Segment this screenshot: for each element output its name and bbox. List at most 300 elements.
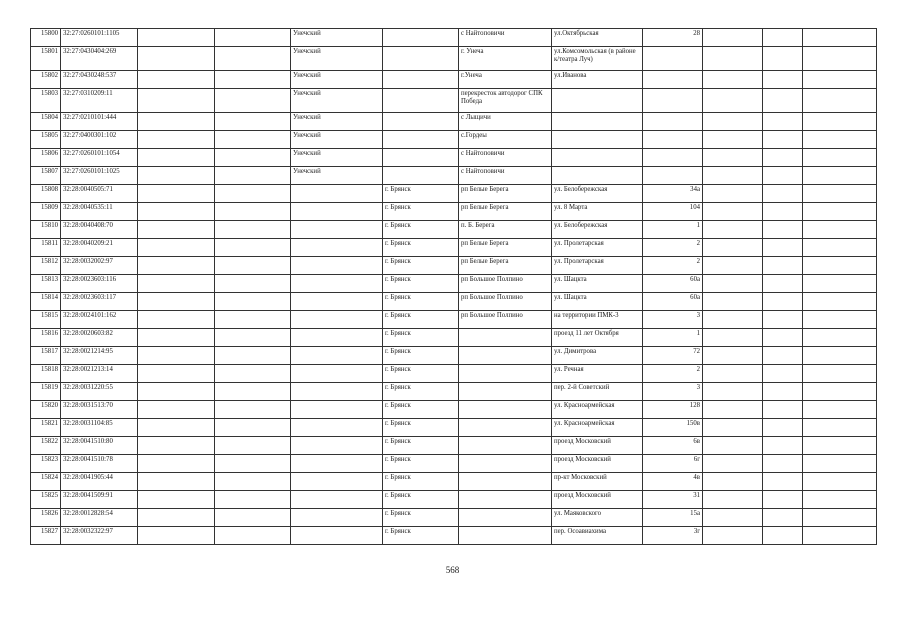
house-number-cell: 1 — [643, 221, 703, 239]
empty-cell — [803, 473, 877, 491]
city-cell: г. Брянск — [383, 365, 459, 383]
street-cell: проезд 11 лет Октября — [552, 329, 643, 347]
street-cell — [552, 131, 643, 149]
empty-cell — [763, 29, 803, 47]
house-number-cell: 104 — [643, 203, 703, 221]
empty-cell — [803, 491, 877, 509]
locality-cell — [459, 419, 552, 437]
empty-cell — [803, 71, 877, 89]
street-cell: ул. Маяковского — [552, 509, 643, 527]
empty-cell — [763, 257, 803, 275]
empty-cell — [803, 383, 877, 401]
district-cell — [291, 509, 383, 527]
empty-cell — [215, 419, 291, 437]
empty-cell — [803, 437, 877, 455]
cadastral-number-cell: 32:28:0021214:95 — [61, 347, 138, 365]
empty-cell — [215, 71, 291, 89]
city-cell: г. Брянск — [383, 419, 459, 437]
empty-cell — [138, 113, 215, 131]
street-cell: ул. 8 Марта — [552, 203, 643, 221]
empty-cell — [763, 71, 803, 89]
empty-cell — [763, 89, 803, 113]
table-body — [31, 29, 877, 545]
street-cell: ул.Комсомольская (в районе к/театра Луч) — [552, 47, 643, 71]
street-cell: пер. Осоавиахима — [552, 527, 643, 545]
empty-cell — [703, 329, 763, 347]
table-row — [31, 473, 877, 491]
cadastral-number-cell: 32:28:0024101:162 — [61, 311, 138, 329]
empty-cell — [138, 185, 215, 203]
empty-cell — [703, 437, 763, 455]
house-number-cell — [643, 47, 703, 71]
empty-cell — [138, 203, 215, 221]
row-number-cell: 15810 — [31, 221, 61, 239]
empty-cell — [703, 113, 763, 131]
house-number-cell — [643, 167, 703, 185]
house-number-cell: 3 — [643, 311, 703, 329]
empty-cell — [763, 455, 803, 473]
empty-cell — [703, 347, 763, 365]
cadastral-number-cell: 32:28:0031220:55 — [61, 383, 138, 401]
locality-cell: рп Белые Берега — [459, 239, 552, 257]
empty-cell — [703, 239, 763, 257]
empty-cell — [703, 29, 763, 47]
city-cell: г. Брянск — [383, 491, 459, 509]
cadastral-number-cell: 32:28:0040209:21 — [61, 239, 138, 257]
house-number-cell: 6в — [643, 437, 703, 455]
empty-cell — [138, 401, 215, 419]
empty-cell — [763, 329, 803, 347]
city-cell: г. Брянск — [383, 329, 459, 347]
table-row — [31, 419, 877, 437]
house-number-cell: 4в — [643, 473, 703, 491]
locality-cell: рп Белые Берега — [459, 203, 552, 221]
empty-cell — [803, 329, 877, 347]
row-number-cell: 15821 — [31, 419, 61, 437]
empty-cell — [703, 455, 763, 473]
row-number-cell: 15806 — [31, 149, 61, 167]
table-row — [31, 509, 877, 527]
row-number-cell: 15802 — [31, 71, 61, 89]
empty-cell — [763, 473, 803, 491]
district-cell — [291, 491, 383, 509]
district-cell: Унечский — [291, 113, 383, 131]
empty-cell — [763, 527, 803, 545]
city-cell: г. Брянск — [383, 473, 459, 491]
empty-cell — [215, 491, 291, 509]
locality-cell — [459, 527, 552, 545]
empty-cell — [703, 167, 763, 185]
house-number-cell: 15а — [643, 509, 703, 527]
table-row — [31, 71, 877, 89]
cadastral-number-cell: 32:28:0041509:91 — [61, 491, 138, 509]
cadastral-number-cell: 32:28:0023603:116 — [61, 275, 138, 293]
street-cell: ул. Пролетарская — [552, 239, 643, 257]
house-number-cell: 128 — [643, 401, 703, 419]
cadastral-number-cell: 32:28:0040505:71 — [61, 185, 138, 203]
cadastral-number-cell: 32:28:0021213:14 — [61, 365, 138, 383]
locality-cell: с.Гордеы — [459, 131, 552, 149]
empty-cell — [215, 113, 291, 131]
district-cell: Унечский — [291, 131, 383, 149]
row-number-cell: 15805 — [31, 131, 61, 149]
row-number-cell: 15816 — [31, 329, 61, 347]
empty-cell — [138, 383, 215, 401]
locality-cell: рп Белые Берега — [459, 185, 552, 203]
locality-cell: рп Большое Полпино — [459, 275, 552, 293]
row-number-cell: 15804 — [31, 113, 61, 131]
empty-cell — [703, 509, 763, 527]
empty-cell — [703, 275, 763, 293]
cadastral-number-cell: 32:27:0260101:1105 — [61, 29, 138, 47]
row-number-cell: 15807 — [31, 167, 61, 185]
empty-cell — [215, 365, 291, 383]
table-row — [31, 437, 877, 455]
cadastral-number-cell: 32:27:0260101:1025 — [61, 167, 138, 185]
city-cell: г. Брянск — [383, 509, 459, 527]
empty-cell — [138, 239, 215, 257]
row-number-cell: 15803 — [31, 89, 61, 113]
district-cell — [291, 221, 383, 239]
empty-cell — [138, 89, 215, 113]
street-cell: проезд Московский — [552, 455, 643, 473]
empty-cell — [215, 239, 291, 257]
locality-cell: рп Белые Берега — [459, 257, 552, 275]
row-number-cell: 15825 — [31, 491, 61, 509]
table-row — [31, 29, 877, 47]
district-cell: Унечский — [291, 71, 383, 89]
empty-cell — [215, 293, 291, 311]
row-number-cell: 15819 — [31, 383, 61, 401]
empty-cell — [703, 473, 763, 491]
empty-cell — [763, 365, 803, 383]
empty-cell — [803, 29, 877, 47]
locality-cell — [459, 401, 552, 419]
empty-cell — [763, 491, 803, 509]
table-row — [31, 221, 877, 239]
street-cell: ул.Иванова — [552, 71, 643, 89]
empty-cell — [763, 47, 803, 71]
row-number-cell: 15814 — [31, 293, 61, 311]
empty-cell — [215, 509, 291, 527]
locality-cell: с Найтоповичи — [459, 167, 552, 185]
empty-cell — [763, 437, 803, 455]
empty-cell — [803, 203, 877, 221]
empty-cell — [703, 89, 763, 113]
street-cell: на территории ПМК-3 — [552, 311, 643, 329]
cadastral-number-cell: 32:27:0430404:269 — [61, 47, 138, 71]
street-cell: ул. Шацкта — [552, 293, 643, 311]
empty-cell — [763, 419, 803, 437]
house-number-cell: 3г — [643, 527, 703, 545]
district-cell — [291, 347, 383, 365]
empty-cell — [803, 347, 877, 365]
locality-cell — [459, 365, 552, 383]
house-number-cell: 60а — [643, 293, 703, 311]
empty-cell — [763, 347, 803, 365]
empty-cell — [763, 167, 803, 185]
table-row — [31, 89, 877, 113]
empty-cell — [703, 149, 763, 167]
cadastral-number-cell: 32:28:0023603:117 — [61, 293, 138, 311]
locality-cell: рп Большое Полпино — [459, 311, 552, 329]
house-number-cell: 28 — [643, 29, 703, 47]
empty-cell — [215, 89, 291, 113]
district-cell — [291, 383, 383, 401]
empty-cell — [138, 455, 215, 473]
table-row — [31, 203, 877, 221]
empty-cell — [763, 509, 803, 527]
locality-cell: г. Унеча — [459, 47, 552, 71]
table-row — [31, 113, 877, 131]
street-cell — [552, 149, 643, 167]
row-number-cell: 15800 — [31, 29, 61, 47]
table-row — [31, 329, 877, 347]
city-cell: г. Брянск — [383, 221, 459, 239]
city-cell: г. Брянск — [383, 203, 459, 221]
cadastral-number-cell: 32:27:0430248:537 — [61, 71, 138, 89]
empty-cell — [803, 221, 877, 239]
empty-cell — [215, 473, 291, 491]
empty-cell — [138, 311, 215, 329]
empty-cell — [803, 365, 877, 383]
empty-cell — [803, 89, 877, 113]
district-cell — [291, 365, 383, 383]
empty-cell — [215, 527, 291, 545]
street-cell: пр-кт Московский — [552, 473, 643, 491]
row-number-cell: 15822 — [31, 437, 61, 455]
cadastral-number-cell: 32:28:0040408:70 — [61, 221, 138, 239]
table-row — [31, 257, 877, 275]
district-cell — [291, 275, 383, 293]
street-cell — [552, 113, 643, 131]
empty-cell — [803, 419, 877, 437]
street-cell: ул. Речная — [552, 365, 643, 383]
locality-cell: с Лыщичи — [459, 113, 552, 131]
house-number-cell: 150в — [643, 419, 703, 437]
table-row — [31, 401, 877, 419]
empty-cell — [763, 185, 803, 203]
city-cell — [383, 167, 459, 185]
empty-cell — [703, 71, 763, 89]
locality-cell — [459, 491, 552, 509]
empty-cell — [763, 401, 803, 419]
empty-cell — [138, 275, 215, 293]
locality-cell — [459, 437, 552, 455]
empty-cell — [138, 329, 215, 347]
locality-cell — [459, 509, 552, 527]
house-number-cell: 6г — [643, 455, 703, 473]
empty-cell — [763, 203, 803, 221]
house-number-cell: 31 — [643, 491, 703, 509]
empty-cell — [803, 167, 877, 185]
empty-cell — [138, 47, 215, 71]
table-row — [31, 365, 877, 383]
district-cell: Унечский — [291, 29, 383, 47]
empty-cell — [803, 113, 877, 131]
street-cell: ул.Октябрьская — [552, 29, 643, 47]
empty-cell — [215, 401, 291, 419]
empty-cell — [215, 455, 291, 473]
district-cell — [291, 329, 383, 347]
district-cell — [291, 239, 383, 257]
house-number-cell — [643, 131, 703, 149]
empty-cell — [703, 365, 763, 383]
empty-cell — [138, 527, 215, 545]
empty-cell — [703, 401, 763, 419]
empty-cell — [703, 47, 763, 71]
street-cell: ул. Шацкта — [552, 275, 643, 293]
district-cell — [291, 401, 383, 419]
empty-cell — [138, 29, 215, 47]
empty-cell — [703, 221, 763, 239]
table-row — [31, 383, 877, 401]
empty-cell — [138, 71, 215, 89]
cadastral-number-cell: 32:27:0260101:1054 — [61, 149, 138, 167]
empty-cell — [763, 221, 803, 239]
empty-cell — [703, 491, 763, 509]
table-row — [31, 47, 877, 71]
cadastral-number-cell: 32:27:0210101:444 — [61, 113, 138, 131]
city-cell — [383, 149, 459, 167]
city-cell: г. Брянск — [383, 347, 459, 365]
cadastral-number-cell: 32:28:0012828:54 — [61, 509, 138, 527]
street-cell: ул. Пролетарская — [552, 257, 643, 275]
row-number-cell: 15827 — [31, 527, 61, 545]
table-row — [31, 455, 877, 473]
street-cell: проезд Московский — [552, 491, 643, 509]
empty-cell — [215, 257, 291, 275]
empty-cell — [803, 311, 877, 329]
locality-cell: г.Унеча — [459, 71, 552, 89]
empty-cell — [803, 275, 877, 293]
district-cell: Унечский — [291, 167, 383, 185]
empty-cell — [138, 491, 215, 509]
locality-cell: п. Б. Берега — [459, 221, 552, 239]
street-cell: ул. Красноармейская — [552, 401, 643, 419]
empty-cell — [703, 383, 763, 401]
district-cell — [291, 419, 383, 437]
table-row — [31, 311, 877, 329]
empty-cell — [763, 113, 803, 131]
table-row — [31, 347, 877, 365]
empty-cell — [803, 401, 877, 419]
table-row — [31, 185, 877, 203]
locality-cell — [459, 455, 552, 473]
empty-cell — [215, 383, 291, 401]
table-row — [31, 239, 877, 257]
locality-cell: с Найтоповичи — [459, 149, 552, 167]
cadastral-number-cell: 32:28:0041510:78 — [61, 455, 138, 473]
table-row — [31, 527, 877, 545]
street-cell — [552, 167, 643, 185]
empty-cell — [803, 239, 877, 257]
empty-cell — [215, 437, 291, 455]
city-cell — [383, 131, 459, 149]
locality-cell — [459, 383, 552, 401]
house-number-cell — [643, 89, 703, 113]
district-cell — [291, 473, 383, 491]
house-number-cell: 60а — [643, 275, 703, 293]
empty-cell — [138, 167, 215, 185]
house-number-cell: 2 — [643, 365, 703, 383]
empty-cell — [763, 131, 803, 149]
city-cell: г. Брянск — [383, 311, 459, 329]
empty-cell — [763, 149, 803, 167]
city-cell — [383, 29, 459, 47]
city-cell: г. Брянск — [383, 257, 459, 275]
locality-cell — [459, 473, 552, 491]
empty-cell — [763, 383, 803, 401]
house-number-cell: 2 — [643, 239, 703, 257]
row-number-cell: 15811 — [31, 239, 61, 257]
empty-cell — [138, 293, 215, 311]
row-number-cell: 15818 — [31, 365, 61, 383]
empty-cell — [138, 221, 215, 239]
table-row — [31, 131, 877, 149]
empty-cell — [215, 167, 291, 185]
cadastral-number-cell: 32:28:0032002:97 — [61, 257, 138, 275]
row-number-cell: 15808 — [31, 185, 61, 203]
empty-cell — [803, 455, 877, 473]
empty-cell — [763, 239, 803, 257]
empty-cell — [703, 257, 763, 275]
empty-cell — [215, 47, 291, 71]
empty-cell — [215, 275, 291, 293]
cadastral-number-cell: 32:28:0020603:82 — [61, 329, 138, 347]
empty-cell — [138, 509, 215, 527]
city-cell: г. Брянск — [383, 437, 459, 455]
cadastral-number-cell: 32:28:0040535:11 — [61, 203, 138, 221]
empty-cell — [215, 203, 291, 221]
house-number-cell: 72 — [643, 347, 703, 365]
table-row — [31, 149, 877, 167]
locality-cell: с Найтоповичи — [459, 29, 552, 47]
row-number-cell: 15801 — [31, 47, 61, 71]
cadastral-number-cell: 32:27:0400301:102 — [61, 131, 138, 149]
table-row — [31, 491, 877, 509]
city-cell: г. Брянск — [383, 275, 459, 293]
row-number-cell: 15813 — [31, 275, 61, 293]
empty-cell — [215, 221, 291, 239]
district-cell — [291, 455, 383, 473]
row-number-cell: 15823 — [31, 455, 61, 473]
street-cell: пер. 2-й Советский — [552, 383, 643, 401]
street-cell: ул. Белобережская — [552, 221, 643, 239]
district-cell: Унечский — [291, 89, 383, 113]
empty-cell — [138, 419, 215, 437]
district-cell — [291, 203, 383, 221]
city-cell — [383, 89, 459, 113]
empty-cell — [803, 293, 877, 311]
empty-cell — [703, 203, 763, 221]
empty-cell — [138, 365, 215, 383]
empty-cell — [703, 293, 763, 311]
city-cell — [383, 71, 459, 89]
empty-cell — [803, 509, 877, 527]
cadastral-number-cell: 32:28:0031104:85 — [61, 419, 138, 437]
city-cell: г. Брянск — [383, 527, 459, 545]
empty-cell — [763, 293, 803, 311]
city-cell: г. Брянск — [383, 455, 459, 473]
city-cell: г. Брянск — [383, 383, 459, 401]
street-cell: ул. Красноармейская — [552, 419, 643, 437]
empty-cell — [215, 185, 291, 203]
district-cell — [291, 311, 383, 329]
empty-cell — [803, 527, 877, 545]
empty-cell — [138, 347, 215, 365]
empty-cell — [703, 185, 763, 203]
